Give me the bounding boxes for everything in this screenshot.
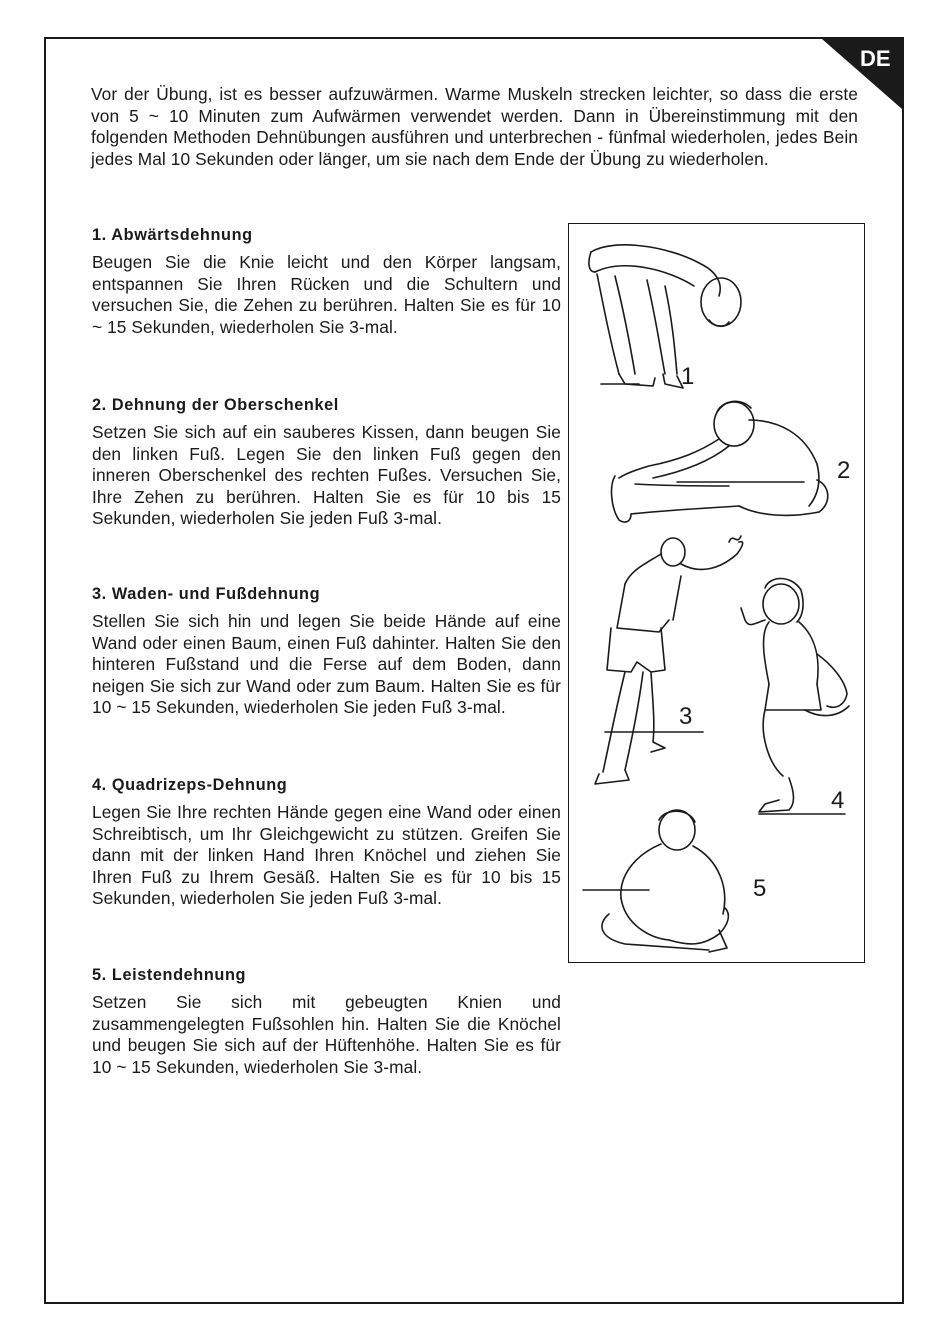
section-title: 5. Leistendehnung bbox=[92, 966, 247, 984]
language-badge: DE bbox=[860, 46, 891, 71]
section-text: Setzen Sie sich mit gebeugten Knien und zusammengelegten Fußsohlen hin. Halten Sie die Knöchel und beugen Sie sich auf der Hüftenhöhe. Halten Sie es für 10 ~ 15 Sekunden, wiederholen Sie 3-mal. bbox=[92, 992, 561, 1077]
figure-number: 5 bbox=[753, 875, 767, 902]
figure-number: 2 bbox=[837, 457, 851, 484]
section-2 bbox=[92, 396, 561, 530]
figure-seated-stretch bbox=[612, 401, 828, 522]
section-text: Stellen Sie sich hin und legen Sie beide Hände auf eine Wand oder einen Baum, einen Fuß dahinter. Halten Sie den hinteren Fußstand und die Ferse auf dem Boden, dann neigen Sie sich zur Wand oder zum Baum. Halten Sie es für 10 ~ 15 Sekunden, wiederholen Sie jeden Fuß 3-mal. bbox=[92, 611, 561, 718]
section-4 bbox=[92, 776, 561, 910]
figure-number: 3 bbox=[679, 703, 693, 730]
figure-number: 4 bbox=[831, 787, 845, 814]
figure-quad-stretch bbox=[741, 579, 849, 815]
section-text: Legen Sie Ihre rechten Hände gegen eine Wand oder einen Schreibtisch, um Ihr Gleichgewicht zu stützen. Greifen Sie dann mit der linken Hand Ihren Knöchel und ziehen Sie Ihren Fuß zu Ihrem Gesäß. Halten Sie es für 10 bis 15 Sekunden, wiederholen Sie jeden Fuß 3-mal. bbox=[92, 802, 561, 909]
section-text: Setzen Sie sich auf ein sauberes Kissen, dann beugen Sie den linken Fuß. Legen Sie den linken Fuß gegen den inneren Oberschenkel des rechten Fußes. Versuchen Sie, Ihre Zehen zu berühren. Halten Sie es für 10 bis 15 Sekunden, wiederholen Sie jeden Fuß 3-mal. bbox=[92, 422, 561, 529]
figure-calf-stretch bbox=[595, 536, 743, 784]
section-title: 3. Waden- und Fußdehnung bbox=[92, 585, 321, 603]
section-3 bbox=[92, 585, 561, 719]
section-text: Beugen Sie die Knie leicht und den Körper langsam, entspannen Sie Ihren Rücken und die Schultern und versuchen Sie, die Zehen zu berühren. Halten Sie es für 10 ~ 15 Sekunden, wiederholen Sie 3-mal. bbox=[92, 252, 561, 337]
section-title: 2. Dehnung der Oberschenkel bbox=[92, 396, 339, 414]
section-5 bbox=[92, 966, 561, 1078]
figure-forward-bend bbox=[589, 245, 741, 388]
figure-groin-stretch bbox=[583, 810, 728, 952]
section-title: 4. Quadrizeps-Dehnung bbox=[92, 776, 288, 794]
section-1 bbox=[92, 226, 561, 338]
stretch-illustrations bbox=[568, 223, 865, 963]
figure-number: 1 bbox=[681, 363, 695, 390]
intro-paragraph: Vor der Übung, ist es besser aufzuwärmen. Warme Muskeln strecken leichter, so dass die erste von 5 ~ 10 Minuten zum Aufwärmen verwendet werden. Dann in Übereinstimmung mit den folgenden Methoden Dehnübungen ausführen und unterbrechen - fünfmal wiederholen, jedes Bein jedes Mal 10 Sekunden oder länger, um sie nach dem Ende der Übung zu wiederholen. bbox=[91, 84, 858, 169]
section-title: 1. Abwärtsdehnung bbox=[92, 226, 253, 244]
